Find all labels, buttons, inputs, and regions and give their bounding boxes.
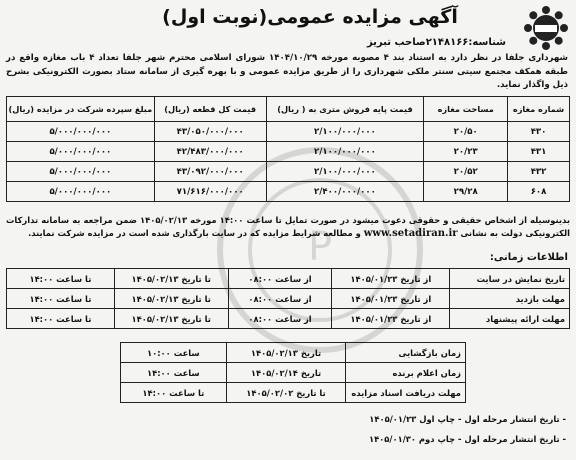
- opening-time: تا ساعت ۱۴:۰۰: [121, 383, 227, 403]
- opening-time: ساعت ۱۴:۰۰: [121, 363, 227, 383]
- unit-price: ۲/۴۰۰/۰۰۰/۰۰۰: [266, 182, 424, 202]
- intro-text: شهرداری جلفا در نظر دارد به استناد بند ۴ مصوبه مورخه ۱۴۰۴/۱۰/۲۹ شورای اسلامی محترم شهر جلفا تعداد ۴ باب مغازه واقع در طبقه همکف مجتمع سیتی سنتر ملکی شهرداری را از طریق مزایده عمومی و با بهره گیری از سامانه ستاد بصورت الکترونیکی بشرح ذیل واگذار نماید.: [6, 53, 569, 90]
- to-time: تا ساعت ۱۴:۰۰: [7, 289, 115, 309]
- table-row: [7, 289, 570, 309]
- invitation-line-2: و مطالعه شرایط مزایده که در سایت بارگذاری شده است در مزایده شرکت نمایند.: [28, 228, 361, 238]
- timing-table: [6, 268, 570, 329]
- total-price: ۴۲/۴۸۳/۰۰۰/۰۰۰: [154, 142, 266, 162]
- col-header: مساحت مغازه: [424, 97, 508, 122]
- deposit: ۵/۰۰۰/۰۰۰/۰۰۰: [7, 142, 155, 162]
- notice-id: شناسه:۲۱۴۸۱۶۶صاحب تبریز: [366, 37, 506, 48]
- shop-area: ۲۰/۵۲: [424, 162, 508, 182]
- shop-number: ۴۳۱: [508, 142, 570, 162]
- svg-text:P: P: [307, 224, 333, 270]
- table-row: [7, 182, 570, 202]
- shop-number: ۴۳۲: [508, 162, 570, 182]
- from-time: از ساعت ۰۸:۰۰: [228, 269, 332, 289]
- timing-label: مهلت بازدید: [450, 289, 570, 309]
- shop-area: ۲۰/۵۰: [424, 122, 508, 142]
- table-row: [7, 269, 570, 289]
- to-date: تا تاریخ ۱۴۰۵/۰۲/۱۳: [114, 269, 228, 289]
- unit-price: ۲/۱۰۰/۰۰۰/۰۰۰: [266, 162, 424, 182]
- page-title: آگهی مزایده عمومی(نوبت اول): [162, 6, 458, 28]
- opening-time: ساعت ۱۰:۰۰: [121, 343, 227, 363]
- table-row: [7, 142, 570, 162]
- from-date: از تاریخ ۱۴۰۵/۰۱/۲۳: [332, 309, 450, 329]
- to-date: تا تاریخ ۱۴۰۵/۰۲/۱۳: [114, 309, 228, 329]
- deposit: ۵/۰۰۰/۰۰۰/۰۰۰: [7, 122, 155, 142]
- timing-heading: اطلاعات زمانی:: [489, 252, 568, 263]
- shop-number: ۶۰۸: [508, 182, 570, 202]
- municipality-logo-icon: [522, 4, 570, 52]
- to-date: تا تاریخ ۱۴۰۵/۰۲/۱۳: [114, 289, 228, 309]
- opening-date: تا تاریخ ۱۴۰۵/۰۲/۰۲: [226, 383, 346, 403]
- opening-label: زمان اعلام برنده: [346, 363, 466, 383]
- opening-table: [120, 342, 466, 403]
- deposit: ۵/۰۰۰/۰۰۰/۰۰۰: [7, 182, 155, 202]
- table-row: [7, 309, 570, 329]
- total-price: ۷۱/۶۱۶/۰۰۰/۰۰۰: [154, 182, 266, 202]
- col-header: مبلغ سپرده شرکت در مزایده (ریال): [7, 97, 155, 122]
- publish-date-2: - تاریخ انتشار مرحله اول - چاپ دوم ۱۴۰۵/۰۱/۳۰: [368, 434, 566, 444]
- table-row: [121, 343, 466, 363]
- from-time: از ساعت ۰۸:۰۰: [228, 309, 332, 329]
- total-price: ۴۳/۰۹۲/۰۰۰/۰۰۰: [154, 162, 266, 182]
- to-time: تا ساعت ۱۴:۰۰: [7, 309, 115, 329]
- unit-price: ۲/۱۰۰/۰۰۰/۰۰۰: [266, 142, 424, 162]
- opening-label: زمان بازگشایی: [346, 343, 466, 363]
- col-header: شماره مغازه: [508, 97, 570, 122]
- opening-date: تاریخ ۱۴۰۵/۰۲/۱۴: [226, 363, 346, 383]
- total-price: ۴۳/۰۵۰/۰۰۰/۰۰۰: [154, 122, 266, 142]
- to-time: تا ساعت ۱۴:۰۰: [7, 269, 115, 289]
- shop-number: ۴۳۰: [508, 122, 570, 142]
- deposit: ۵/۰۰۰/۰۰۰/۰۰۰: [7, 162, 155, 182]
- timing-label: مهلت ارائه پیشنهاد: [450, 309, 570, 329]
- shop-area: ۲۰/۲۳: [424, 142, 508, 162]
- table-row: [121, 383, 466, 403]
- invitation-line: بدینوسیله از اشخاص حقیقی و حقوقی دعوت میشود در صورت تمایل تا ساعت ۱۴:۰۰ مورخه ۱۴۰۵/۰۲/۱۳ ضمن مراجعه به سامانه تدارکات الکترونیکی دولت به نشانی: [6, 215, 570, 238]
- col-header: قیمت کل قطعه (ریال): [154, 97, 266, 122]
- publish-date-1: - تاریخ انتشار مرحله اول - چاپ اول ۱۴۰۵/۰۱/۲۳: [369, 414, 566, 424]
- unit-price: ۲/۱۰۰/۰۰۰/۰۰۰: [266, 122, 424, 142]
- from-date: از تاریخ ۱۴۰۵/۰۱/۲۳: [332, 269, 450, 289]
- shop-area: ۲۹/۲۸: [424, 182, 508, 202]
- from-date: از تاریخ ۱۴۰۵/۰۱/۲۳: [332, 289, 450, 309]
- col-header: قیمت پایه فروش متری به ( ریال): [266, 97, 424, 122]
- shops-table: [6, 96, 570, 202]
- invitation-text: [6, 214, 570, 240]
- table-row: [7, 162, 570, 182]
- setad-link[interactable]: www.setadiran.ir: [363, 228, 458, 239]
- timing-label: تاریخ نمایش در سایت: [450, 269, 570, 289]
- table-row: [121, 363, 466, 383]
- from-time: از ساعت ۰۸:۰۰: [228, 289, 332, 309]
- opening-date: تاریخ ۱۴۰۵/۰۲/۱۳: [226, 343, 346, 363]
- opening-label: مهلت دریافت اسناد مزایده: [346, 383, 466, 403]
- table-row: [7, 122, 570, 142]
